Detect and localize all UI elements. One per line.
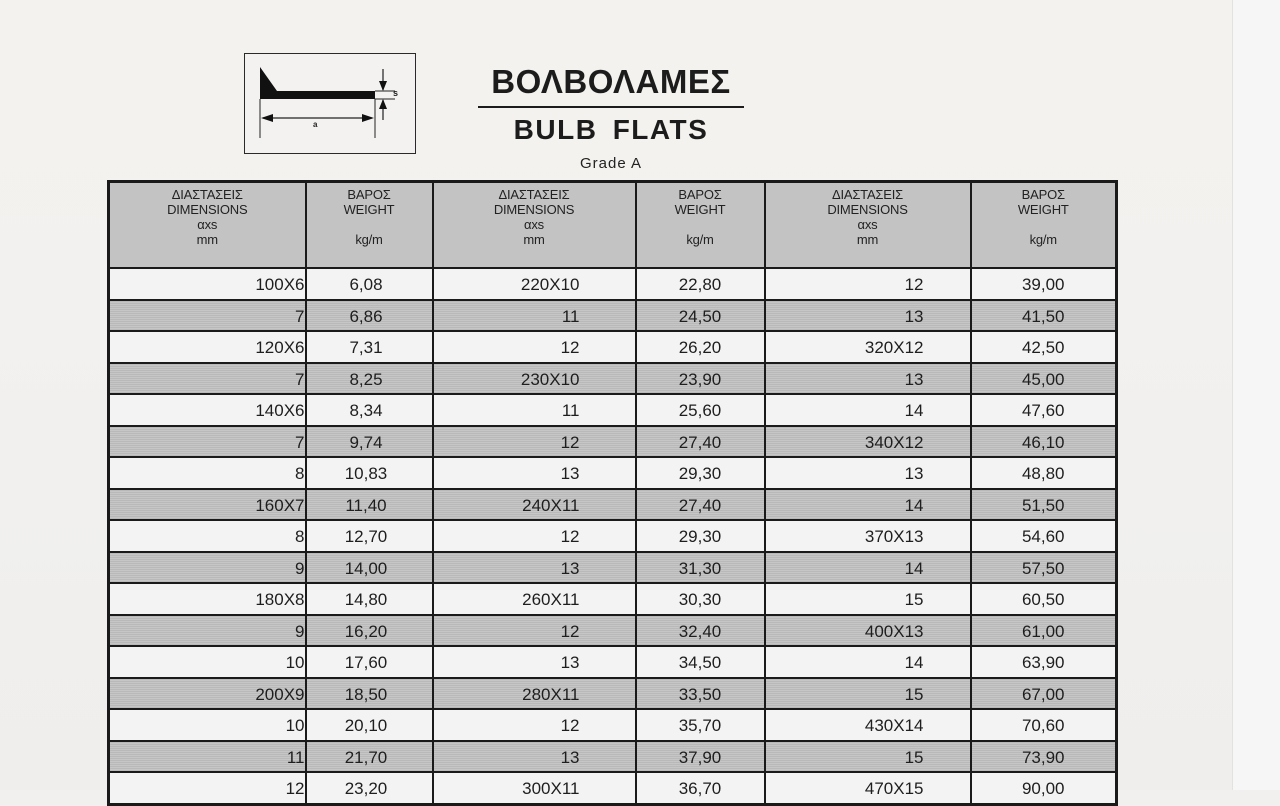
weight-cell: 27,40 — [636, 426, 765, 458]
header-english-text: DIMENSIONS — [493, 202, 575, 217]
dimension-cell: 12 — [765, 268, 971, 300]
weight-cell: 18,50 — [306, 678, 433, 710]
weight-cell: 14,00 — [306, 552, 433, 584]
dimension-cell: 100X6 — [109, 268, 306, 300]
dimension-cell: 15 — [765, 678, 971, 710]
dimension-cell: 13 — [433, 457, 636, 489]
dimension-cell: 12 — [109, 772, 306, 804]
dimension-cell: 14 — [765, 489, 971, 521]
weight-cell: 22,80 — [636, 268, 765, 300]
weight-cell: 27,40 — [636, 489, 765, 521]
dimension-cell: 15 — [765, 583, 971, 615]
header-unit-text: kg/m — [1029, 232, 1057, 247]
dimension-cell: 12 — [433, 331, 636, 363]
weight-cell: 6,08 — [306, 268, 433, 300]
dimension-cell: 12 — [433, 709, 636, 741]
table-row — [109, 520, 1117, 552]
weight-cell: 37,90 — [636, 741, 765, 773]
dimension-cell: 9 — [109, 615, 306, 647]
weight-cell: 8,34 — [306, 394, 433, 426]
bulb-flats-table — [107, 180, 1118, 806]
dimension-cell: 240X11 — [433, 489, 636, 521]
dimension-cell: 7 — [109, 300, 306, 332]
header-weight — [306, 182, 433, 269]
weight-cell: 12,70 — [306, 520, 433, 552]
dimension-cell: 370X13 — [765, 520, 971, 552]
header-english-text: WEIGHT — [674, 202, 726, 217]
weight-cell: 48,80 — [971, 457, 1117, 489]
weight-cell: 21,70 — [306, 741, 433, 773]
weight-cell: 31,30 — [636, 552, 765, 584]
dimension-cell: 14 — [765, 552, 971, 584]
weight-cell: 9,74 — [306, 426, 433, 458]
header-greek-text: ΔΙΑΣΤΑΣΕΙΣ — [171, 187, 243, 202]
dimension-cell: 340X12 — [765, 426, 971, 458]
dimension-cell: 12 — [433, 615, 636, 647]
weight-cell: 32,40 — [636, 615, 765, 647]
header-sub-text: αxs — [524, 217, 544, 232]
dimension-cell: 14 — [765, 646, 971, 678]
weight-cell: 24,50 — [636, 300, 765, 332]
header-weight — [971, 182, 1117, 269]
dimension-cell: 8 — [109, 457, 306, 489]
table-row — [109, 363, 1117, 395]
weight-cell: 16,20 — [306, 615, 433, 647]
weight-cell: 33,50 — [636, 678, 765, 710]
weight-cell: 26,20 — [636, 331, 765, 363]
dimension-cell: 13 — [765, 363, 971, 395]
weight-cell: 25,60 — [636, 394, 765, 426]
dimension-cell: 13 — [765, 300, 971, 332]
dimension-cell: 15 — [765, 741, 971, 773]
dimension-cell: 280X11 — [433, 678, 636, 710]
header-greek-text: ΔΙΑΣΤΑΣΕΙΣ — [498, 187, 570, 202]
weight-cell: 8,25 — [306, 363, 433, 395]
dimension-cell: 160X7 — [109, 489, 306, 521]
weight-cell: 61,00 — [971, 615, 1117, 647]
weight-cell: 30,30 — [636, 583, 765, 615]
dimension-cell: 7 — [109, 426, 306, 458]
table-row — [109, 615, 1117, 647]
header-spacer — [637, 217, 764, 232]
weight-cell: 54,60 — [971, 520, 1117, 552]
dimension-s-label: s — [393, 88, 399, 98]
table-row — [109, 426, 1117, 458]
weight-cell: 63,90 — [971, 646, 1117, 678]
header-unit-text: mm — [856, 232, 879, 247]
weight-cell: 90,00 — [971, 772, 1117, 804]
page-fold — [1232, 0, 1280, 790]
header-weight — [636, 182, 765, 269]
table-row — [109, 268, 1117, 300]
dimension-cell: 470X15 — [765, 772, 971, 804]
header-spacer — [972, 217, 1116, 232]
weight-cell: 20,10 — [306, 709, 433, 741]
dimension-cell: 430X14 — [765, 709, 971, 741]
weight-cell: 51,50 — [971, 489, 1117, 521]
dimension-cell: 220X10 — [433, 268, 636, 300]
dimension-a-label: a — [313, 120, 318, 129]
dimension-cell: 11 — [433, 300, 636, 332]
header-dimensions — [109, 182, 306, 269]
table-row — [109, 331, 1117, 363]
weight-cell: 23,90 — [636, 363, 765, 395]
dimension-cell: 140X6 — [109, 394, 306, 426]
weight-cell: 70,60 — [971, 709, 1117, 741]
dimension-cell: 10 — [109, 646, 306, 678]
bulb-flat-diagram — [244, 53, 416, 154]
table-row — [109, 583, 1117, 615]
header-english-text: DIMENSIONS — [827, 202, 908, 217]
dimension-cell: 9 — [109, 552, 306, 584]
weight-cell: 47,60 — [971, 394, 1117, 426]
table-row — [109, 646, 1117, 678]
dimension-cell: 400X13 — [765, 615, 971, 647]
dimension-cell: 320X12 — [765, 331, 971, 363]
weight-cell: 57,50 — [971, 552, 1117, 584]
weight-cell: 17,60 — [306, 646, 433, 678]
dimension-cell: 7 — [109, 363, 306, 395]
header-english-text: DIMENSIONS — [167, 202, 248, 217]
header-greek-text: ΔΙΑΣΤΑΣΕΙΣ — [831, 187, 903, 202]
header-greek-text: ΒΑΡΟΣ — [678, 187, 722, 202]
table-row — [109, 457, 1117, 489]
dimension-cell: 260X11 — [433, 583, 636, 615]
title-greek: ΒΟΛΒΟΛΑΜΕΣ — [491, 63, 731, 100]
table-row — [109, 709, 1117, 741]
header-greek-text: ΒΑΡΟΣ — [347, 187, 391, 202]
dimension-cell: 12 — [433, 520, 636, 552]
weight-cell: 39,00 — [971, 268, 1117, 300]
header-spacer — [307, 217, 432, 232]
dimension-cell: 11 — [109, 741, 306, 773]
dimension-cell: 13 — [433, 741, 636, 773]
weight-cell: 10,83 — [306, 457, 433, 489]
dimension-cell: 300X11 — [433, 772, 636, 804]
dimension-cell: 200X9 — [109, 678, 306, 710]
weight-cell: 7,31 — [306, 331, 433, 363]
dimension-cell: 14 — [765, 394, 971, 426]
header-dimensions — [765, 182, 971, 269]
dimension-cell: 230X10 — [433, 363, 636, 395]
title-divider — [478, 106, 744, 108]
weight-cell: 73,90 — [971, 741, 1117, 773]
title-block — [478, 62, 744, 146]
header-english-text: WEIGHT — [1017, 202, 1069, 217]
dimension-cell: 180X8 — [109, 583, 306, 615]
weight-cell: 46,10 — [971, 426, 1117, 458]
bulb-flat-profile-icon — [245, 54, 417, 155]
weight-cell: 67,00 — [971, 678, 1117, 710]
title-english: BULB FLATS — [513, 114, 709, 145]
table-header-row — [109, 182, 1117, 269]
weight-cell: 35,70 — [636, 709, 765, 741]
dimension-cell: 120X6 — [109, 331, 306, 363]
table-row — [109, 552, 1117, 584]
header-unit-text: kg/m — [355, 232, 383, 247]
dimension-cell: 8 — [109, 520, 306, 552]
table-row — [109, 300, 1117, 332]
table-body — [109, 268, 1117, 804]
weight-cell: 14,80 — [306, 583, 433, 615]
dimension-cell: 13 — [433, 646, 636, 678]
weight-cell: 42,50 — [971, 331, 1117, 363]
dimension-cell: 10 — [109, 709, 306, 741]
weight-cell: 41,50 — [971, 300, 1117, 332]
dimension-cell: 11 — [433, 394, 636, 426]
weight-cell: 45,00 — [971, 363, 1117, 395]
table-row — [109, 489, 1117, 521]
header-unit-text: mm — [196, 232, 218, 247]
header-sub-text: αxs — [197, 217, 218, 232]
header-english-text: WEIGHT — [343, 202, 395, 217]
weight-cell: 29,30 — [636, 520, 765, 552]
weight-cell: 60,50 — [971, 583, 1117, 615]
table-row — [109, 394, 1117, 426]
table-row — [109, 678, 1117, 710]
weight-cell: 36,70 — [636, 772, 765, 804]
header-unit-text: mm — [523, 232, 545, 247]
header-unit-text: kg/m — [686, 232, 714, 247]
weight-cell: 6,86 — [306, 300, 433, 332]
dimension-cell: 13 — [433, 552, 636, 584]
weight-cell: 11,40 — [306, 489, 433, 521]
table-row — [109, 741, 1117, 773]
header-dimensions — [433, 182, 636, 269]
header-greek-text: ΒΑΡΟΣ — [1021, 187, 1065, 202]
header-sub-text: αxs — [857, 217, 878, 232]
grade-label: Grade A — [579, 155, 643, 172]
table-row — [109, 772, 1117, 804]
dimension-cell: 12 — [433, 426, 636, 458]
dimension-cell: 13 — [765, 457, 971, 489]
weight-cell: 34,50 — [636, 646, 765, 678]
weight-cell: 23,20 — [306, 772, 433, 804]
weight-cell: 29,30 — [636, 457, 765, 489]
